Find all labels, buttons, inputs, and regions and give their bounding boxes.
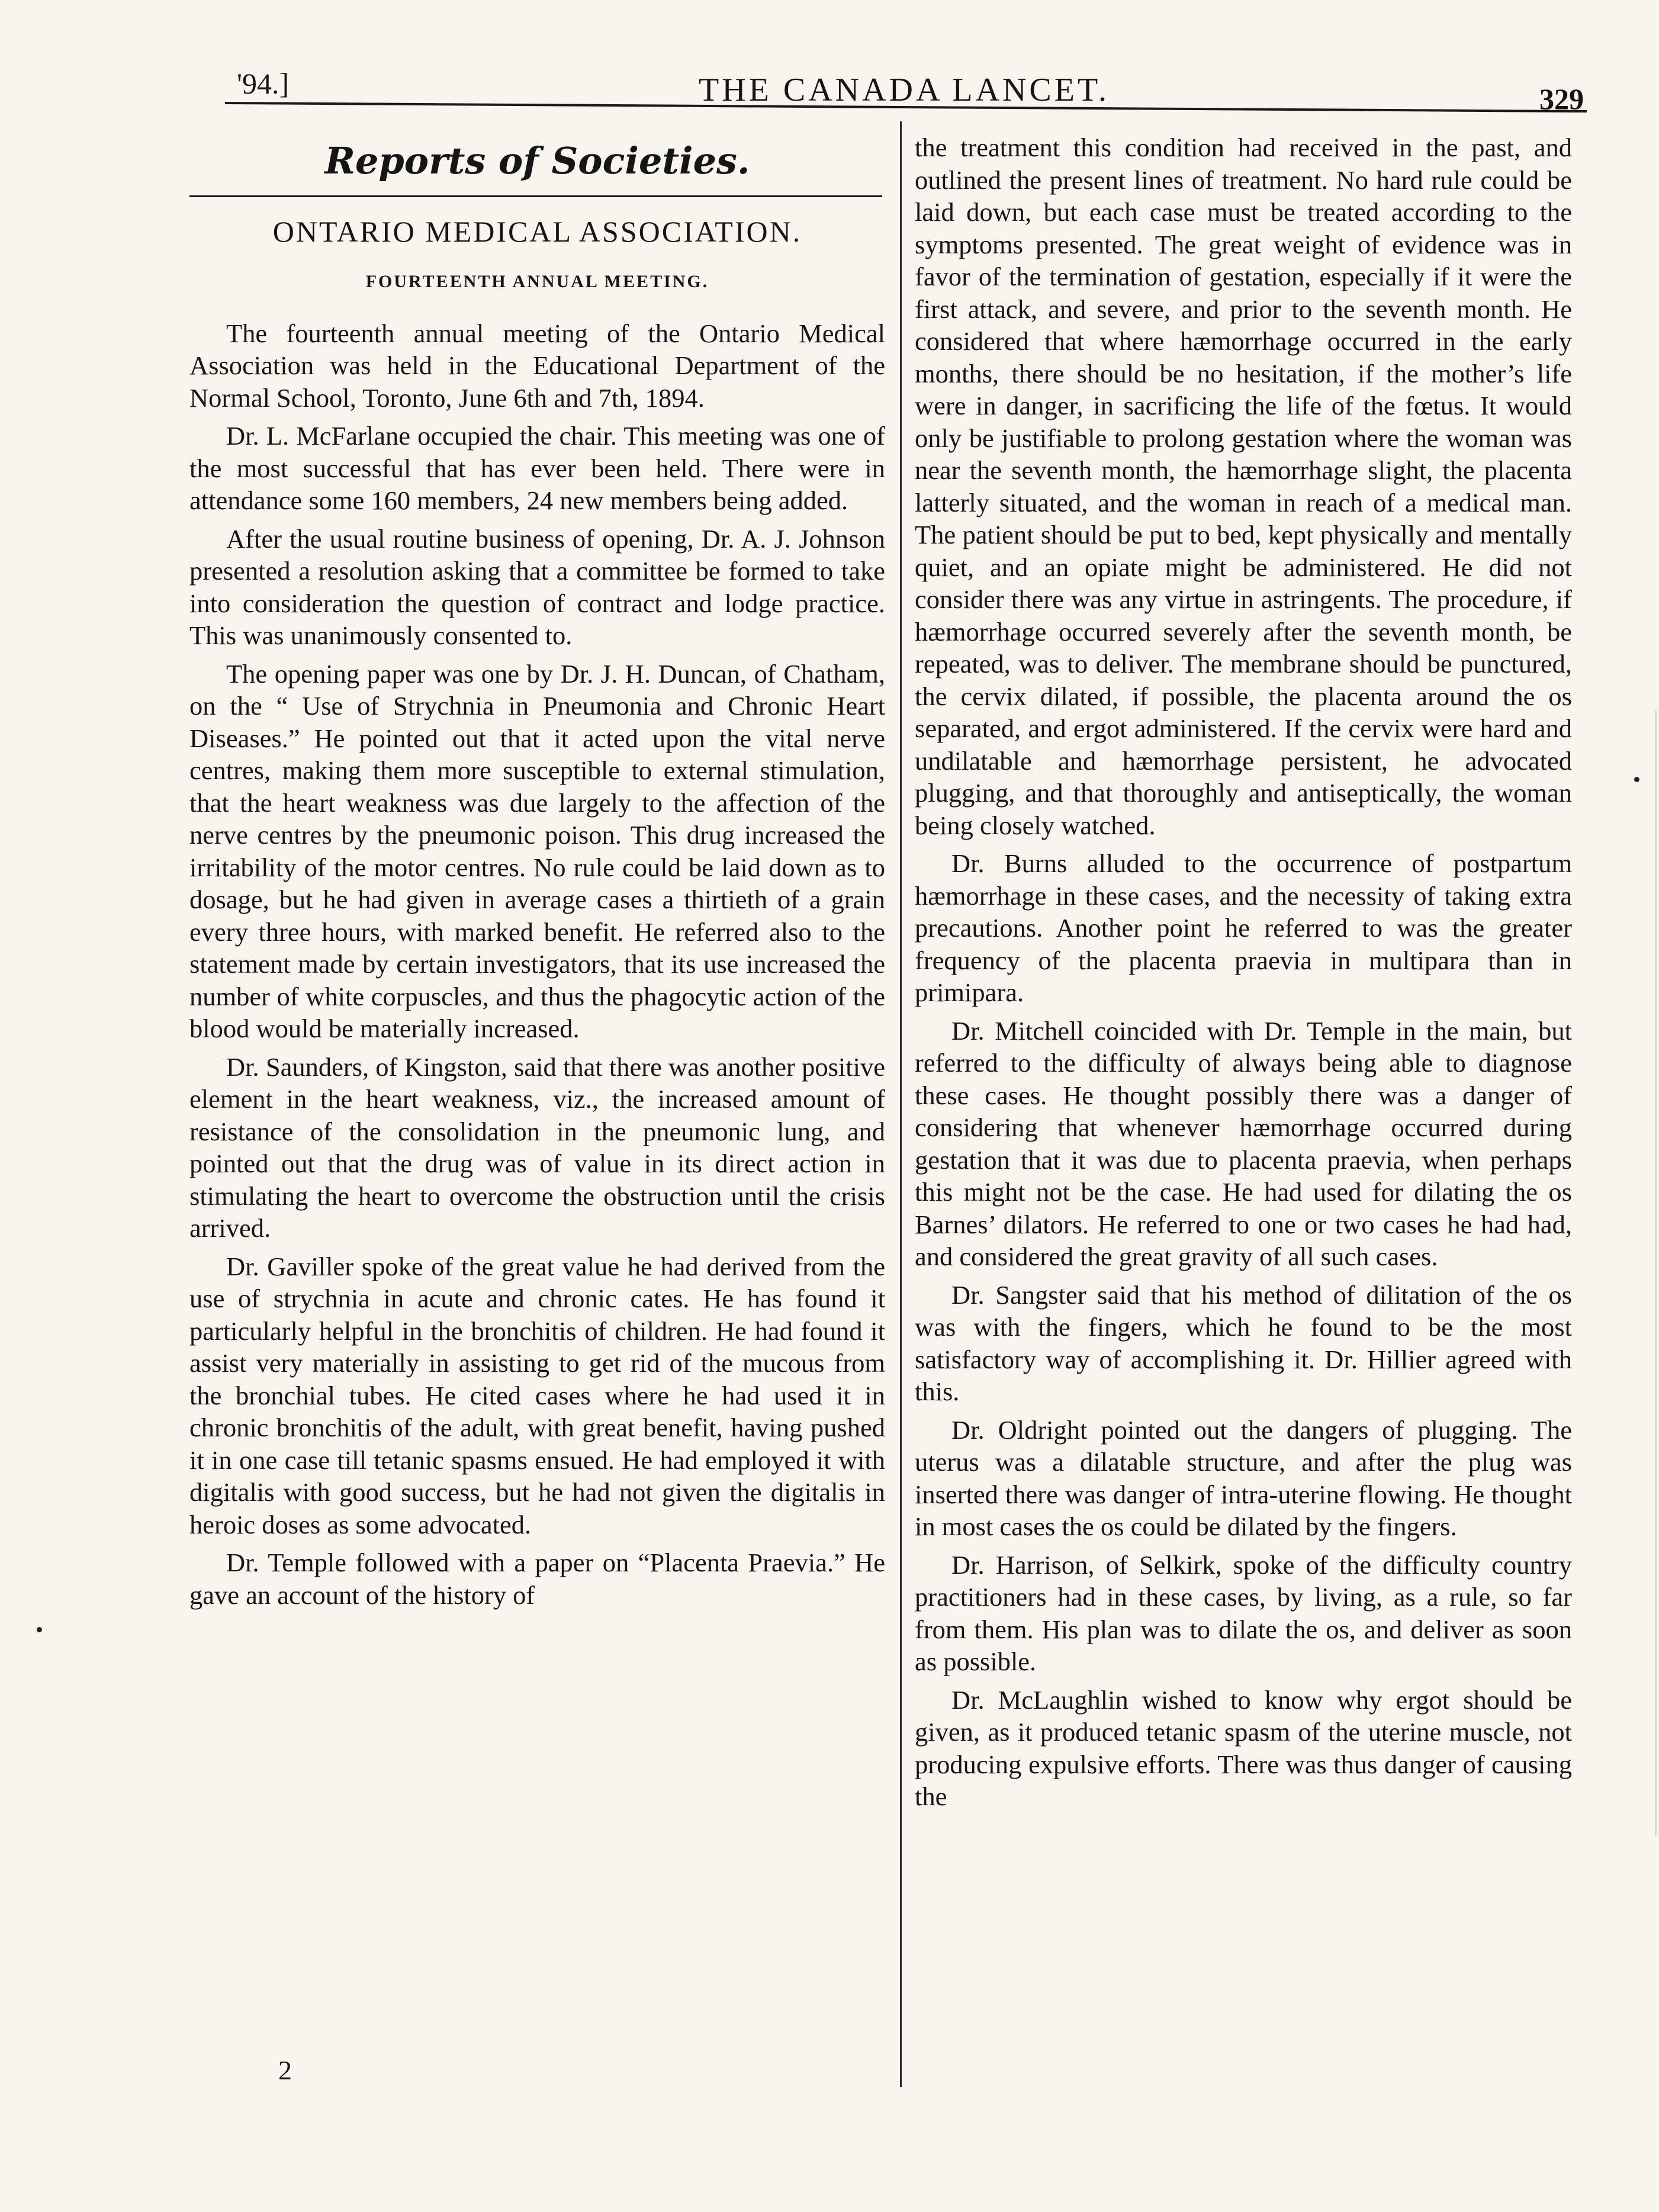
right-paragraph-6: Dr. Harrison, of Selkirk, spoke of the difficulty country practitioners had in these cases, by living, as a rule, so far from them. His plan was to dilate the os, and deliver as soon as possible. <box>915 1549 1572 1676</box>
left-paragraph-2: Dr. L. McFarlane occupied the chair. This meeting was one of the most successful that has ever been held. There were in attendance some 160 members, 24 new members being added. <box>189 421 885 515</box>
left-paragraph-7: Dr. Temple followed with a paper on “Placenta Praevia.” He gave an account of the history of <box>189 1548 885 1610</box>
signature-mark: 2 <box>278 2055 292 2085</box>
left-paragraph-4: The opening paper was one by Dr. J. H. Duncan, of Chatham, on the “ Use of Strychnia in Pneumonia and Chronic Heart Diseases.” He pointed out that it acted upon the vital nerve centres, making them more susceptible to external stimulation, that the heart weakness was due largely to the affection of the nerve centres by the pneumonic poison. This drug increased the irritability of the motor centres. No rule could be laid down as to dosage, but he had given in average cases a thirtieth of a grain every three hours, with marked benefit. He referred also to the statement made by certain investigators, that its use increased the number of white corpuscles, and thus the phagocytic action of the blood would be materially increased. <box>189 658 885 1043</box>
right-paragraph-5: Dr. Oldright pointed out the dangers of plugging. The uterus was a dilatable structure, and after the plug was inserted there was danger of intra-uterine flowing. He thought in most cases the os could be dilated by the fingers. <box>915 1414 1572 1541</box>
section-title: Reports of Societies. <box>324 139 750 182</box>
left-paragraph-6: Dr. Gaviller spoke of the great value he had derived from the use of strychnia in acute and chronic cates. He has found it particularly helpful in the bronchitis of children. He had found it assist very materially in assisting to get rid of the mucous from the bronchial tubes. He cited cases where he had used it in chronic bronchitis of the adult, with great benefit, having pushed it in one case till tetanic spasms ensued. He had employed it with digitalis with good success, but he had not given the digitalis in heroic doses as some advocated. <box>189 1251 885 1539</box>
left-paragraph-5: Dr. Saunders, of Kingston, said that there was another positive element in the heart weakness, viz., the increased amount of resistance of the consolidation in the pneumonic lung, and pointed out that the drug was of value in its direct action in stimulating the heart to overcome the obstruction until the crisis arrived. <box>189 1052 885 1243</box>
page-number: 329 <box>1539 82 1584 115</box>
left-paragraph-3: After the usual routine business of opening, Dr. A. J. Johnson presented a resolution asking that a committee be formed to take into consideration the question of contract and lodge practice. This was unanimously consented to. <box>189 523 885 650</box>
column-divider <box>900 121 902 2087</box>
header-year: '94.] <box>237 67 290 100</box>
right-paragraph-4: Dr. Sangster said that his method of dilitation of the os was with the fingers, which he found to be the most satisfactory way of accomplishing it. Dr. Hillier agreed with this. <box>915 1279 1572 1406</box>
margin-speck <box>1634 777 1639 782</box>
section-rule <box>189 195 882 197</box>
page-edge-shadow <box>1655 710 1657 1835</box>
right-paragraph-1: the treatment this condition had received in the past, and outlined the present lines of treatment. No hard rule could be laid down, but each case must be treated according to the symptoms presented. The great weight of evidence was in favor of the termination of gestation, especially if it were the first attack, and severe, and prior to the seventh month. He considered that where hæmorrhage occurred in the early months, there should be no hesitation, if the mother’s life were in danger, in sacrificing the life of the fœtus. It would only be justifiable to prolong gestation where the woman was near the seventh month, the hæmorrhage slight, the placenta latterly situated, and the woman in reach of a medical man. The patient should be put to bed, kept physically and mentally quiet, and an opiate might be administered. He did not consider there was any virtue in astringents. The procedure, if hæmorrhage occurred severely after the seventh month, be repeated, was to deliver. The membrane should be punctured, the cervix dilated, if possible, the placenta around the os separated, and ergot administered. If the cervix were hard and undilatable and hæmorrhage persistent, he advocated plugging, and that thoroughly and antiseptically, the woman being closely watched. <box>915 133 1572 840</box>
left-column <box>189 131 885 1617</box>
journal-title: THE CANADA LANCET. <box>699 72 1110 108</box>
right-column <box>915 131 1572 1819</box>
right-paragraph-3: Dr. Mitchell coincided with Dr. Temple in the main, but referred to the difficulty of always being able to diagnose these cases. He thought possibly there was a danger of considering that whenever hæmorrhage occurred during gestation that it was due to placenta praevia, when perhaps this might not be the case. He had used for dilating the os Barnes’ dilators. He referred to one or two cases he had had, and considered the great gravity of all such cases. <box>915 1015 1572 1271</box>
left-paragraph-1: The fourteenth annual meeting of the Ontario Medical Association was held in the Educational Department of the Normal School, Toronto, June 6th and 7th, 1894. <box>189 318 885 413</box>
margin-speck <box>37 1627 42 1632</box>
meeting-subheading: FOURTEENTH ANNUAL MEETING. <box>365 272 709 291</box>
association-heading: ONTARIO MEDICAL ASSOCIATION. <box>272 215 802 248</box>
right-paragraph-7: Dr. McLaughlin wished to know why ergot should be given, as it produced tetanic spasm of the uterine muscle, not producing expulsive efforts. There was thus danger of causing the <box>915 1684 1572 1811</box>
right-paragraph-2: Dr. Burns alluded to the occurrence of postpartum hæmorrhage in these cases, and the necessity of taking extra precautions. Another point he referred to was the greater frequency of the placenta praevia in multipara than in primipara. <box>915 848 1572 1007</box>
